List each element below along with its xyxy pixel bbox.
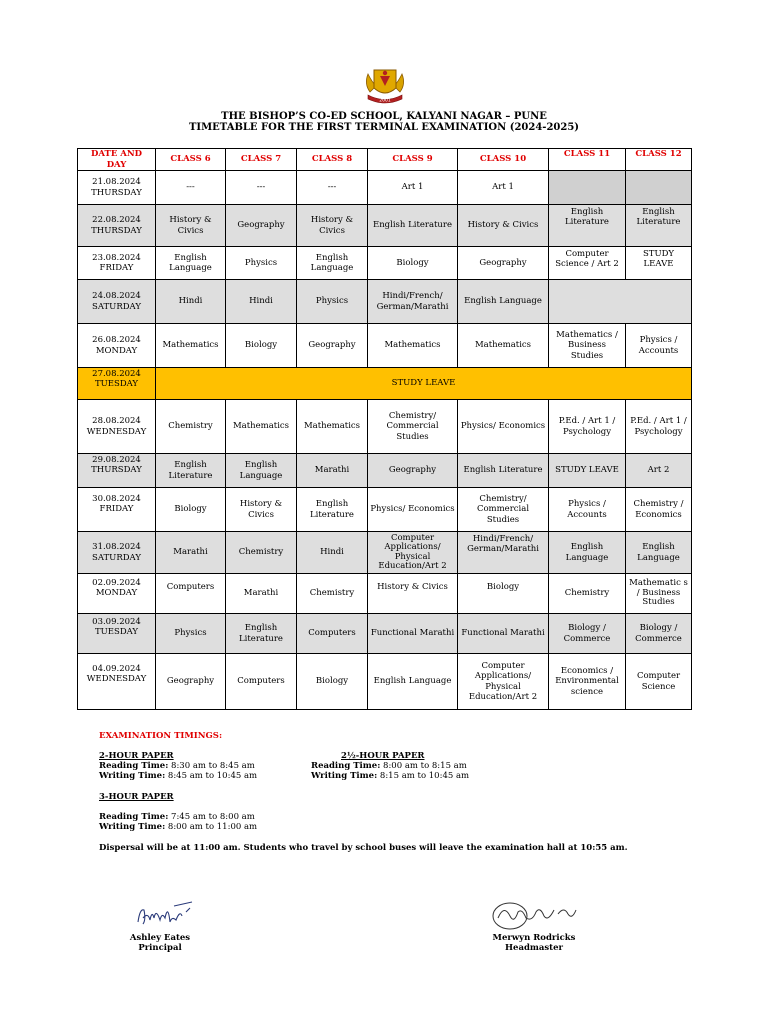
exam-cell: Biology xyxy=(368,247,458,280)
exam-cell: Mathematics xyxy=(156,324,226,368)
exam-cell: English Literature xyxy=(368,205,458,247)
principal-signature xyxy=(134,898,196,930)
headmaster-name: Merwyn Rodricks xyxy=(492,933,576,943)
exam-cell: History & Civics xyxy=(458,205,549,247)
exam-cell: Functional Marathi xyxy=(368,614,458,654)
exam-cell: English Language xyxy=(458,280,549,324)
three-hour-reading: Reading Time: 7:45 am to 8:00 am xyxy=(99,812,255,822)
principal-sign-block xyxy=(110,933,210,953)
exam-cell: STUDY LEAVE xyxy=(549,454,626,488)
principal-name: Ashley Eates xyxy=(129,933,191,943)
exam-cell: History & Civics xyxy=(226,488,297,532)
exam-cell: Computers xyxy=(297,614,368,654)
table-row xyxy=(78,532,692,574)
timetable-title: TIMETABLE FOR THE FIRST TERMINAL EXAMINATION (2024-2025) xyxy=(188,122,580,133)
headmaster-signature xyxy=(488,898,584,932)
date-cell: 22.08.2024 THURSDAY xyxy=(78,205,156,247)
header-row xyxy=(78,149,692,171)
exam-cell: Marathi xyxy=(156,532,226,574)
exam-cell: History & Civics xyxy=(156,205,226,247)
exam-cell: Hindi/French/ German/Marathi xyxy=(458,532,549,574)
exam-cell: --- xyxy=(226,171,297,205)
exam-cell: English Literature xyxy=(226,614,297,654)
exam-cell: English Literature xyxy=(549,205,626,247)
date-cell: 27.08.2024 TUESDAY xyxy=(78,368,156,400)
exam-cell: Physics xyxy=(156,614,226,654)
date-cell: 30.08.2024 FRIDAY xyxy=(78,488,156,532)
principal-role: Principal xyxy=(138,943,182,953)
exam-cell: Hindi xyxy=(297,532,368,574)
exam-cell-empty xyxy=(626,171,692,205)
exam-cell: History & Civics xyxy=(297,205,368,247)
table-row xyxy=(78,205,692,247)
exam-cell: Computers xyxy=(156,574,226,614)
exam-cell: STUDY LEAVE xyxy=(626,247,692,280)
table-row xyxy=(78,400,692,454)
exam-cell: --- xyxy=(156,171,226,205)
date-cell: 21.08.2024 THURSDAY xyxy=(78,171,156,205)
two-half-hour-block xyxy=(311,751,469,781)
exam-cell: Biology / Commerce xyxy=(549,614,626,654)
exam-cell: P.Ed. / Art 1 / Psychology xyxy=(626,400,692,454)
headmaster-role: Headmaster xyxy=(505,943,563,953)
exam-cell: Mathematic s / Business Studies xyxy=(626,574,692,614)
exam-cell: Physics / Accounts xyxy=(626,324,692,368)
date-cell: 04.09.2024 WEDNESDAY xyxy=(78,654,156,710)
exam-cell: English Literature xyxy=(156,454,226,488)
exam-cell: Chemistry/ Commercial Studies xyxy=(458,488,549,532)
exam-cell: Computer Applications/ Physical Education/Art 2 xyxy=(368,532,458,574)
col-class6-header: CLASS 6 xyxy=(156,149,226,171)
exam-cell: English Language xyxy=(626,532,692,574)
exam-cell-empty xyxy=(549,171,626,205)
two-hour-reading: Reading Time: 8:30 am to 8:45 am xyxy=(99,761,255,771)
three-hour-block xyxy=(99,792,257,832)
exam-cell: English Language xyxy=(549,532,626,574)
exam-cell: Biology xyxy=(156,488,226,532)
exam-cell: History & Civics xyxy=(368,574,458,614)
exam-cell: Computer Science / Art 2 xyxy=(549,247,626,280)
exam-cell: Physics/ Economics xyxy=(458,400,549,454)
exam-cell: Hindi xyxy=(226,280,297,324)
exam-cell-empty xyxy=(549,280,692,324)
exam-cell: Physics xyxy=(226,247,297,280)
exam-cell: English Language xyxy=(226,454,297,488)
col-class12-header: CLASS 12 xyxy=(626,149,692,171)
exam-timetable xyxy=(77,148,692,710)
date-cell: 24.08.2024 SATURDAY xyxy=(78,280,156,324)
school-crest-logo xyxy=(362,62,408,106)
table-row xyxy=(78,614,692,654)
exam-cell: Biology xyxy=(297,654,368,710)
exam-cell: Physics xyxy=(297,280,368,324)
two-hour-title: 2-HOUR PAPER xyxy=(99,751,174,761)
exam-cell: Chemistry / Economics xyxy=(626,488,692,532)
exam-cell: Mathematics xyxy=(226,400,297,454)
exam-cell: Physics/ Economics xyxy=(368,488,458,532)
exam-cell: English Literature xyxy=(297,488,368,532)
exam-cell: --- xyxy=(297,171,368,205)
exam-cell: Mathematics xyxy=(368,324,458,368)
three-hour-writing: Writing Time: 8:00 am to 11:00 am xyxy=(99,822,258,832)
exam-cell: Art 2 xyxy=(626,454,692,488)
exam-cell: English Literature xyxy=(626,205,692,247)
exam-cell: English Language xyxy=(156,247,226,280)
exam-cell: Chemistry/ Commercial Studies xyxy=(368,400,458,454)
exam-cell: Mathematics / Business Studies xyxy=(549,324,626,368)
exam-cell: Chemistry xyxy=(297,574,368,614)
exam-cell: Geography xyxy=(368,454,458,488)
table-row xyxy=(78,454,692,488)
table-row xyxy=(78,488,692,532)
exam-cell: Art 1 xyxy=(368,171,458,205)
two-hour-writing: Writing Time: 8:45 am to 10:45 am xyxy=(99,771,258,781)
date-cell: 31.08.2024 SATURDAY xyxy=(78,532,156,574)
table-row xyxy=(78,324,692,368)
col-class10-header: CLASS 10 xyxy=(458,149,549,171)
exam-cell: Computers xyxy=(226,654,297,710)
three-hour-title: 3-HOUR PAPER xyxy=(99,792,174,802)
exam-cell: Hindi/French/ German/Marathi xyxy=(368,280,458,324)
exam-cell: Chemistry xyxy=(156,400,226,454)
table-row xyxy=(78,280,692,324)
date-cell: 28.08.2024 WEDNESDAY xyxy=(78,400,156,454)
table-row xyxy=(78,654,692,710)
date-cell: 02.09.2024 MONDAY xyxy=(78,574,156,614)
exam-cell: English Language xyxy=(297,247,368,280)
table-row xyxy=(78,171,692,205)
exam-cell: Biology xyxy=(226,324,297,368)
svg-text:2001: 2001 xyxy=(379,98,391,104)
two-hour-block xyxy=(99,751,257,781)
dispersal-note: Dispersal will be at 11:00 am. Students who travel by school buses will leave the examination hall at 10:55 am. xyxy=(99,843,628,853)
table-row-study-leave xyxy=(78,368,692,400)
timings-heading: EXAMINATION TIMINGS: xyxy=(99,731,223,741)
exam-cell: Geography xyxy=(226,205,297,247)
exam-cell: Geography xyxy=(156,654,226,710)
exam-cell: Physics / Accounts xyxy=(549,488,626,532)
exam-cell: Chemistry xyxy=(226,532,297,574)
exam-cell: Marathi xyxy=(226,574,297,614)
col-class11-header: CLASS 11 xyxy=(549,149,626,171)
exam-cell: Computer Applications/ Physical Education/Art 2 xyxy=(458,654,549,710)
exam-cell: Biology / Commerce xyxy=(626,614,692,654)
study-leave-banner: STUDY LEAVE xyxy=(156,368,692,400)
exam-cell: Geography xyxy=(297,324,368,368)
date-cell: 29.08.2024 THURSDAY xyxy=(78,454,156,488)
exam-cell: Computer Science xyxy=(626,654,692,710)
date-cell: 26.08.2024 MONDAY xyxy=(78,324,156,368)
two-half-hour-writing: Writing Time: 8:15 am to 10:45 am xyxy=(311,771,470,781)
two-half-hour-reading: Reading Time: 8:00 am to 8:15 am xyxy=(311,761,467,771)
table-row xyxy=(78,574,692,614)
exam-cell: Functional Marathi xyxy=(458,614,549,654)
headmaster-sign-block xyxy=(474,933,594,953)
exam-cell: Marathi xyxy=(297,454,368,488)
exam-cell: Geography xyxy=(458,247,549,280)
exam-cell: Mathematics xyxy=(458,324,549,368)
col-date-header: DATE AND DAY xyxy=(78,149,156,171)
table-row xyxy=(78,247,692,280)
exam-cell: P.Ed. / Art 1 / Psychology xyxy=(549,400,626,454)
date-cell: 23.08.2024 FRIDAY xyxy=(78,247,156,280)
col-class8-header: CLASS 8 xyxy=(297,149,368,171)
col-class9-header: CLASS 9 xyxy=(368,149,458,171)
exam-cell: Biology xyxy=(458,574,549,614)
exam-cell: Mathematics xyxy=(297,400,368,454)
col-class7-header: CLASS 7 xyxy=(226,149,297,171)
exam-cell: English Literature xyxy=(458,454,549,488)
exam-cell: English Language xyxy=(368,654,458,710)
exam-cell: Art 1 xyxy=(458,171,549,205)
exam-cell: Chemistry xyxy=(549,574,626,614)
date-cell: 03.09.2024 TUESDAY xyxy=(78,614,156,654)
school-name: THE BISHOP’S CO-ED SCHOOL, KALYANI NAGAR – PUNE xyxy=(221,111,547,122)
exam-cell: Hindi xyxy=(156,280,226,324)
exam-cell: Economics / Environmental science xyxy=(549,654,626,710)
two-half-hour-title: 2½-HOUR PAPER xyxy=(341,751,425,761)
